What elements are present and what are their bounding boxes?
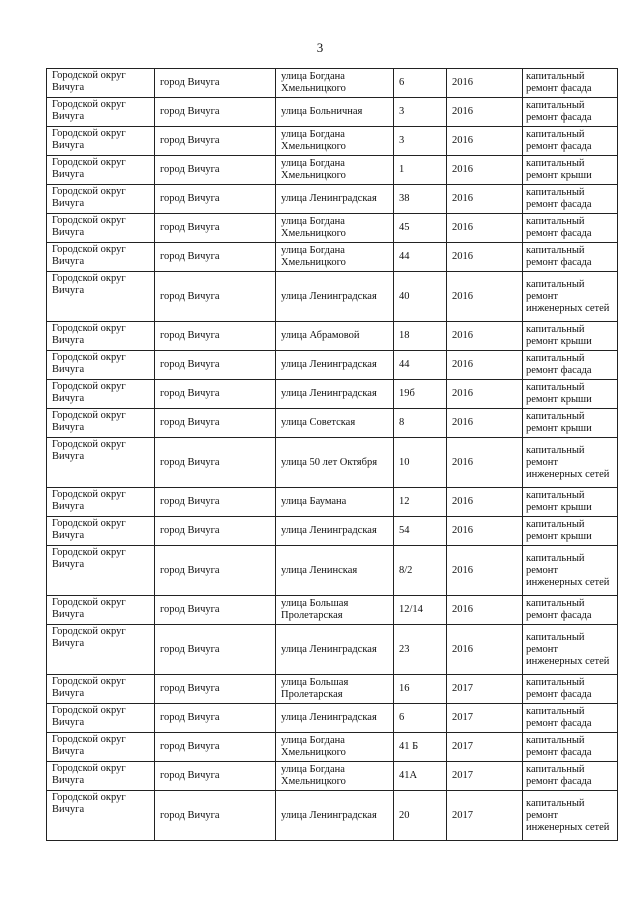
work-type-cell: капитальный ремонт инженерных сетей (523, 546, 618, 596)
house-number-cell: 1 (394, 156, 447, 185)
house-number-cell: 8/2 (394, 546, 447, 596)
city-cell: город Вичуга (155, 127, 276, 156)
street-cell: улица Ленинградская (276, 704, 394, 733)
city-cell: город Вичуга (155, 322, 276, 351)
year-cell: 2016 (447, 272, 523, 322)
table-row (47, 272, 618, 322)
district-cell: Городской округ Вичуга (47, 156, 155, 185)
year-cell: 2016 (447, 322, 523, 351)
street-cell: улица Советская (276, 409, 394, 438)
city-cell: город Вичуга (155, 488, 276, 517)
house-number-cell: 3 (394, 98, 447, 127)
city-cell: город Вичуга (155, 98, 276, 127)
city-cell: город Вичуга (155, 380, 276, 409)
city-cell: город Вичуга (155, 156, 276, 185)
year-cell: 2016 (447, 625, 523, 675)
city-cell: город Вичуга (155, 596, 276, 625)
registry-table (46, 68, 618, 841)
house-number-cell: 18 (394, 322, 447, 351)
city-cell: город Вичуга (155, 704, 276, 733)
table-row (47, 791, 618, 841)
table-row (47, 546, 618, 596)
table-row (47, 733, 618, 762)
year-cell: 2016 (447, 69, 523, 98)
district-cell: Городской округ Вичуга (47, 733, 155, 762)
work-type-cell: капитальный ремонт фасада (523, 69, 618, 98)
work-type-cell: капитальный ремонт фасада (523, 675, 618, 704)
street-cell: улица Богдана Хмельницкого (276, 243, 394, 272)
street-cell: улица Ленинградская (276, 185, 394, 214)
city-cell: город Вичуга (155, 733, 276, 762)
year-cell: 2016 (447, 243, 523, 272)
street-cell: улица Абрамовой (276, 322, 394, 351)
registry-table-body (47, 69, 618, 841)
district-cell: Городской округ Вичуга (47, 488, 155, 517)
year-cell: 2016 (447, 156, 523, 185)
house-number-cell: 10 (394, 438, 447, 488)
district-cell: Городской округ Вичуга (47, 243, 155, 272)
district-cell: Городской округ Вичуга (47, 596, 155, 625)
year-cell: 2017 (447, 733, 523, 762)
year-cell: 2016 (447, 98, 523, 127)
house-number-cell: 38 (394, 185, 447, 214)
house-number-cell: 41 Б (394, 733, 447, 762)
district-cell: Городской округ Вичуга (47, 762, 155, 791)
city-cell: город Вичуга (155, 546, 276, 596)
year-cell: 2016 (447, 185, 523, 214)
city-cell: город Вичуга (155, 69, 276, 98)
district-cell: Городской округ Вичуга (47, 625, 155, 675)
table-row (47, 214, 618, 243)
table-row (47, 517, 618, 546)
house-number-cell: 40 (394, 272, 447, 322)
street-cell: улица Ленинградская (276, 517, 394, 546)
street-cell: улица Ленинградская (276, 272, 394, 322)
table-row (47, 438, 618, 488)
city-cell: город Вичуга (155, 243, 276, 272)
street-cell: улица 50 лет Октября (276, 438, 394, 488)
house-number-cell: 54 (394, 517, 447, 546)
street-cell: улица Богдана Хмельницкого (276, 156, 394, 185)
city-cell: город Вичуга (155, 762, 276, 791)
street-cell: улица Богдана Хмельницкого (276, 127, 394, 156)
table-row (47, 243, 618, 272)
street-cell: улица Богдана Хмельницкого (276, 733, 394, 762)
house-number-cell: 23 (394, 625, 447, 675)
city-cell: город Вичуга (155, 214, 276, 243)
table-row (47, 625, 618, 675)
house-number-cell: 12/14 (394, 596, 447, 625)
street-cell: улица Больничная (276, 98, 394, 127)
house-number-cell: 41А (394, 762, 447, 791)
work-type-cell: капитальный ремонт крыши (523, 156, 618, 185)
house-number-cell: 12 (394, 488, 447, 517)
city-cell: город Вичуга (155, 675, 276, 704)
work-type-cell: капитальный ремонт инженерных сетей (523, 625, 618, 675)
year-cell: 2016 (447, 517, 523, 546)
year-cell: 2016 (447, 409, 523, 438)
house-number-cell: 19б (394, 380, 447, 409)
street-cell: улица Баумана (276, 488, 394, 517)
district-cell: Городской округ Вичуга (47, 380, 155, 409)
year-cell: 2016 (447, 438, 523, 488)
table-row (47, 675, 618, 704)
work-type-cell: капитальный ремонт инженерных сетей (523, 272, 618, 322)
work-type-cell: капитальный ремонт крыши (523, 322, 618, 351)
city-cell: город Вичуга (155, 438, 276, 488)
street-cell: улица Ленинградская (276, 625, 394, 675)
work-type-cell: капитальный ремонт фасада (523, 214, 618, 243)
street-cell: улица Ленинградская (276, 351, 394, 380)
table-row (47, 704, 618, 733)
district-cell: Городской округ Вичуга (47, 127, 155, 156)
district-cell: Городской округ Вичуга (47, 272, 155, 322)
work-type-cell: капитальный ремонт фасада (523, 704, 618, 733)
year-cell: 2017 (447, 762, 523, 791)
work-type-cell: капитальный ремонт крыши (523, 409, 618, 438)
table-row (47, 185, 618, 214)
district-cell: Городской округ Вичуга (47, 704, 155, 733)
year-cell: 2017 (447, 704, 523, 733)
house-number-cell: 8 (394, 409, 447, 438)
city-cell: город Вичуга (155, 517, 276, 546)
house-number-cell: 6 (394, 704, 447, 733)
year-cell: 2017 (447, 791, 523, 841)
year-cell: 2016 (447, 596, 523, 625)
house-number-cell: 6 (394, 69, 447, 98)
table-row (47, 488, 618, 517)
work-type-cell: капитальный ремонт крыши (523, 488, 618, 517)
work-type-cell: капитальный ремонт фасада (523, 98, 618, 127)
district-cell: Городской округ Вичуга (47, 98, 155, 127)
district-cell: Городской округ Вичуга (47, 675, 155, 704)
street-cell: улица Богдана Хмельницкого (276, 214, 394, 243)
work-type-cell: капитальный ремонт фасада (523, 243, 618, 272)
table-row (47, 322, 618, 351)
district-cell: Городской округ Вичуга (47, 322, 155, 351)
year-cell: 2016 (447, 214, 523, 243)
district-cell: Городской округ Вичуга (47, 791, 155, 841)
table-row (47, 596, 618, 625)
year-cell: 2016 (447, 127, 523, 156)
house-number-cell: 16 (394, 675, 447, 704)
district-cell: Городской округ Вичуга (47, 546, 155, 596)
table-row (47, 351, 618, 380)
district-cell: Городской округ Вичуга (47, 351, 155, 380)
table-row (47, 156, 618, 185)
city-cell: город Вичуга (155, 272, 276, 322)
page-number: 3 (316, 40, 324, 55)
house-number-cell: 3 (394, 127, 447, 156)
district-cell: Городской округ Вичуга (47, 409, 155, 438)
street-cell: улица Ленинградская (276, 380, 394, 409)
street-cell: улица Богдана Хмельницкого (276, 762, 394, 791)
year-cell: 2016 (447, 546, 523, 596)
work-type-cell: капитальный ремонт инженерных сетей (523, 438, 618, 488)
street-cell: улица Большая Пролетарская (276, 596, 394, 625)
work-type-cell: капитальный ремонт фасада (523, 733, 618, 762)
street-cell: улица Богдана Хмельницкого (276, 69, 394, 98)
work-type-cell: капитальный ремонт инженерных сетей (523, 791, 618, 841)
street-cell: улица Ленинская (276, 546, 394, 596)
work-type-cell: капитальный ремонт крыши (523, 380, 618, 409)
city-cell: город Вичуга (155, 791, 276, 841)
city-cell: город Вичуга (155, 625, 276, 675)
table-row (47, 409, 618, 438)
work-type-cell: капитальный ремонт фасада (523, 762, 618, 791)
city-cell: город Вичуга (155, 409, 276, 438)
year-cell: 2016 (447, 351, 523, 380)
work-type-cell: капитальный ремонт фасада (523, 185, 618, 214)
work-type-cell: капитальный ремонт крыши (523, 517, 618, 546)
street-cell: улица Ленинградская (276, 791, 394, 841)
table-row (47, 127, 618, 156)
house-number-cell: 45 (394, 214, 447, 243)
table-row (47, 762, 618, 791)
district-cell: Городской округ Вичуга (47, 69, 155, 98)
house-number-cell: 44 (394, 351, 447, 380)
district-cell: Городской округ Вичуга (47, 214, 155, 243)
district-cell: Городской округ Вичуга (47, 438, 155, 488)
district-cell: Городской округ Вичуга (47, 517, 155, 546)
table-row (47, 380, 618, 409)
district-cell: Городской округ Вичуга (47, 185, 155, 214)
street-cell: улица Большая Пролетарская (276, 675, 394, 704)
year-cell: 2016 (447, 380, 523, 409)
work-type-cell: капитальный ремонт фасада (523, 351, 618, 380)
year-cell: 2017 (447, 675, 523, 704)
city-cell: город Вичуга (155, 351, 276, 380)
work-type-cell: капитальный ремонт фасада (523, 127, 618, 156)
city-cell: город Вичуга (155, 185, 276, 214)
year-cell: 2016 (447, 488, 523, 517)
table-row (47, 69, 618, 98)
house-number-cell: 20 (394, 791, 447, 841)
work-type-cell: капитальный ремонт фасада (523, 596, 618, 625)
table-row (47, 98, 618, 127)
house-number-cell: 44 (394, 243, 447, 272)
